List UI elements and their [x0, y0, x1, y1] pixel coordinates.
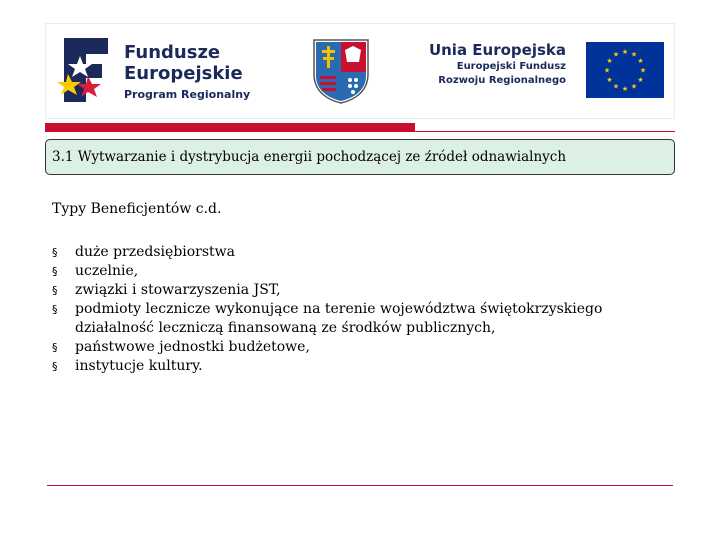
ue-logo-sub2: Rozwoju Regionalnego: [438, 75, 566, 86]
fundusze-europejskie-text: [124, 42, 250, 104]
eu-flag-icon: [586, 42, 664, 98]
swietokrzyskie-coat-of-arms-icon: [312, 38, 370, 104]
svg-text:★: ★: [621, 48, 629, 56]
header-divider: [45, 131, 675, 132]
list-item-text: państwowe jednostki budżetowe,: [75, 339, 310, 355]
logo-bar: [45, 23, 675, 119]
list-item: [52, 357, 672, 376]
subheading: Typy Beneficjentów c.d.: [52, 201, 222, 217]
beneficiary-list: [52, 243, 672, 376]
svg-text:★: ★: [630, 50, 638, 59]
list-item: [52, 338, 672, 357]
svg-text:★: ★: [630, 82, 638, 91]
list-item: [52, 300, 672, 338]
fundusze-europejskie-logo: [56, 30, 286, 110]
fe-logo-line1: Fundusze: [124, 42, 221, 63]
svg-text:★: ★: [606, 57, 613, 65]
svg-text:★: ★: [621, 85, 629, 93]
list-item-text: związki i stowarzyszenia JST,: [75, 282, 281, 298]
svg-text:★: ★: [612, 50, 620, 59]
fundusze-europejskie-star-icon: [56, 34, 116, 106]
ue-logo-sub1: Europejski Fundusz: [456, 61, 566, 72]
bullet-icon: §: [52, 341, 58, 354]
bullet-icon: §: [52, 360, 58, 373]
list-item: [52, 262, 672, 281]
svg-text:★: ★: [612, 82, 620, 91]
bullet-icon: §: [52, 246, 58, 259]
header-accent-bar: [45, 123, 415, 131]
list-item-text: instytucje kultury.: [75, 358, 203, 374]
list-item: [52, 243, 672, 262]
section-title: 3.1 Wytwarzanie i dystrybucja energii pochodzącej ze źródeł odnawialnych: [45, 139, 675, 175]
list-item-text: duże przedsiębiorstwa: [75, 244, 236, 260]
unia-europejska-text: [426, 40, 566, 88]
list-item: [52, 281, 672, 300]
footer-divider: [47, 485, 673, 486]
fe-logo-line3: Program Regionalny: [124, 88, 251, 101]
ue-logo-title: Unia Europejska: [428, 41, 566, 59]
list-item-text: uczelnie,: [75, 263, 139, 279]
bullet-icon: §: [52, 265, 58, 278]
svg-text:★: ★: [606, 76, 613, 84]
svg-text:★: ★: [639, 66, 647, 75]
svg-text:★: ★: [603, 66, 611, 75]
list-item-text: podmioty lecznicze wykonujące na terenie województwa świętokrzyskiego działalność leczniczą finansowaną ze środków publicznych,: [75, 301, 603, 336]
svg-text:★: ★: [637, 76, 644, 84]
bullet-icon: §: [52, 303, 58, 316]
svg-text:★: ★: [637, 57, 644, 65]
fe-logo-line2: Europejskie: [124, 63, 243, 84]
bullet-icon: §: [52, 284, 58, 297]
